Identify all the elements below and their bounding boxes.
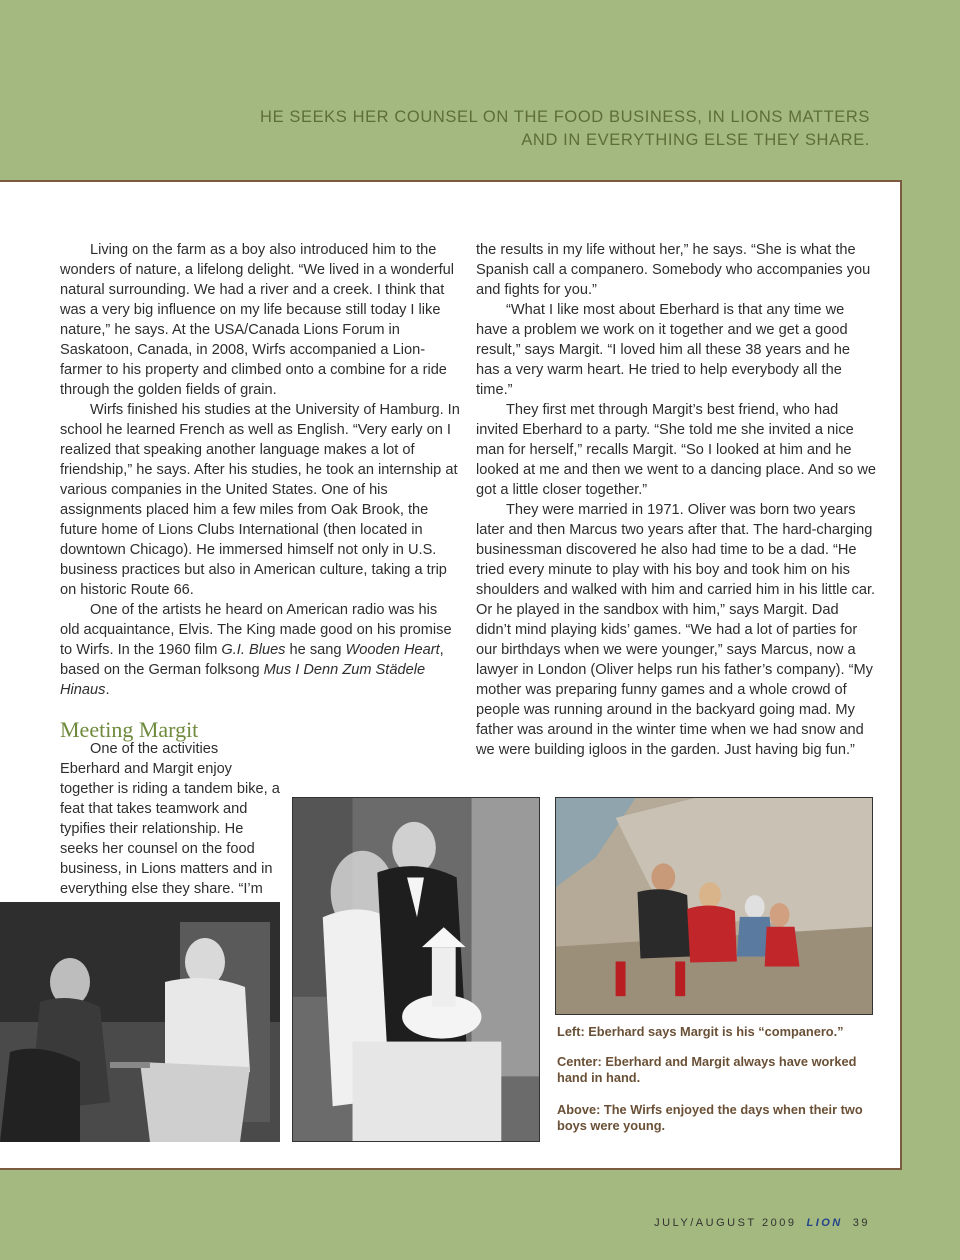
issue-date: JULY/AUGUST 2009	[654, 1217, 797, 1229]
caption-left: Left: Eberhard says Margit is his “companero.”	[557, 1024, 844, 1039]
text-run: .	[105, 682, 110, 698]
article-panel	[0, 180, 902, 1170]
photo-couple-seated-image	[0, 902, 280, 1142]
pull-quote-line-2: AND IN EVERYTHING ELSE THEY SHARE.	[521, 131, 870, 149]
paragraph: Living on the farm as a boy also introduced him to the wonders of nature, a lifelong delight. “We lived in a wonderful natural surrounding. We had a river and a creek. I think that was a very big influence on my life because still today I like nature,” he says. At the USA/Canada Lions Forum in Saskatoon, Canada, in 2008, Wirfs accompanied a Lion-farmer to his property and climbed onto a combine for a ride through the golden fields of grain.	[60, 242, 454, 398]
photo-family-mountain	[555, 797, 873, 1015]
text-run: One of the artists he heard on American radio was his old acquaintance, Elvis. The King made good on his promise to Wirfs. In the 1960 film	[60, 602, 452, 658]
pull-quote	[110, 106, 870, 152]
article-column-left	[60, 240, 460, 742]
song-title: Wooden Heart	[345, 642, 440, 658]
article-column-right	[476, 240, 876, 760]
magazine-name: LION	[806, 1217, 843, 1229]
film-title: G.I. Blues	[221, 642, 286, 658]
paragraph: They first met through Margit’s best friend, who had invited Eberhard to a party. “She told me she invited a nice man for herself,” recalls Margit. “So I looked at him and he looked at me and then we went to a dancing place. And so we got a little closer together.”	[476, 402, 876, 498]
section-heading: Meeting Margit	[60, 717, 199, 742]
text-run: he sang	[285, 642, 346, 658]
caption-center: Center: Eberhard and Margit always have worked hand in hand.	[557, 1054, 857, 1085]
photo-wedding-image	[293, 798, 539, 1141]
photo-couple-seated	[0, 902, 280, 1142]
paragraph	[60, 600, 460, 700]
paragraph: the results in my life without her,” he says. “She is what the Spanish call a companero. Somebody who accompanies you and fights for you.”	[476, 242, 871, 298]
caption-above: Above: The Wirfs enjoyed the days when their two boys were young.	[557, 1102, 863, 1133]
folksong-title: Mus I Denn Zum Städele Hinaus	[60, 662, 426, 698]
pull-quote-line-1: HE SEEKS HER COUNSEL ON THE FOOD BUSINESS, IN LIONS MATTERS	[260, 108, 870, 126]
photo-wedding	[292, 797, 540, 1142]
paragraph: “What I like most about Eberhard is that any time we have a problem we work on it together and we get a good result,” says Margit. “I loved him all these 38 years and he has a very warm heart. He tried to help everybody all the time.”	[476, 302, 850, 398]
paragraph: They were married in 1971. Oliver was born two years later and then Marcus two years after that. The hard-charging businessman discovered he also had time to be a dad. “He tried every minute to play with his boy and took him on his shoulders and walked with him and carried him in his little car. Or he played in the sandbox with him,” says Margit. Dad didn’t mind playing kids’ games. “We had a lot of parties for our birthdays when we were younger,” says Marcus, now a lawyer in London (Oliver helps run his father’s company). “My mother was preparing funny games and a whole crowd of people was running around in the backyard going mad. My father was around in the winter time when we had snow and we were building igloos in the garden. Just having big fun.”	[476, 502, 876, 758]
folio	[654, 1217, 870, 1229]
paragraph: Wirfs finished his studies at the University of Hamburg. In school he learned French as well as English. “Very early on I realized that speaking another language makes a lot of friendship,” he says. After his studies, he took an internship at various companies in the United States. One of his assignments placed him a few miles from Oak Brook, the future home of Lions Clubs International (then located in downtown Chicago). He immersed himself not only in U.S. business practices but also in American culture, taking a trip on historic Route 66.	[60, 402, 460, 598]
text-run: One of the activities Eberhard and Margit enjoy together is riding a tandem bike, a feat that takes teamwork and typifies their relationship. He seeks her counsel on the food business, in Lions matters and in everything else they share. “I’m	[60, 741, 280, 897]
text-run: , based on the German folksong	[60, 642, 444, 678]
photo-family-mountain-image	[556, 798, 872, 1014]
page-number: 39	[852, 1217, 870, 1229]
